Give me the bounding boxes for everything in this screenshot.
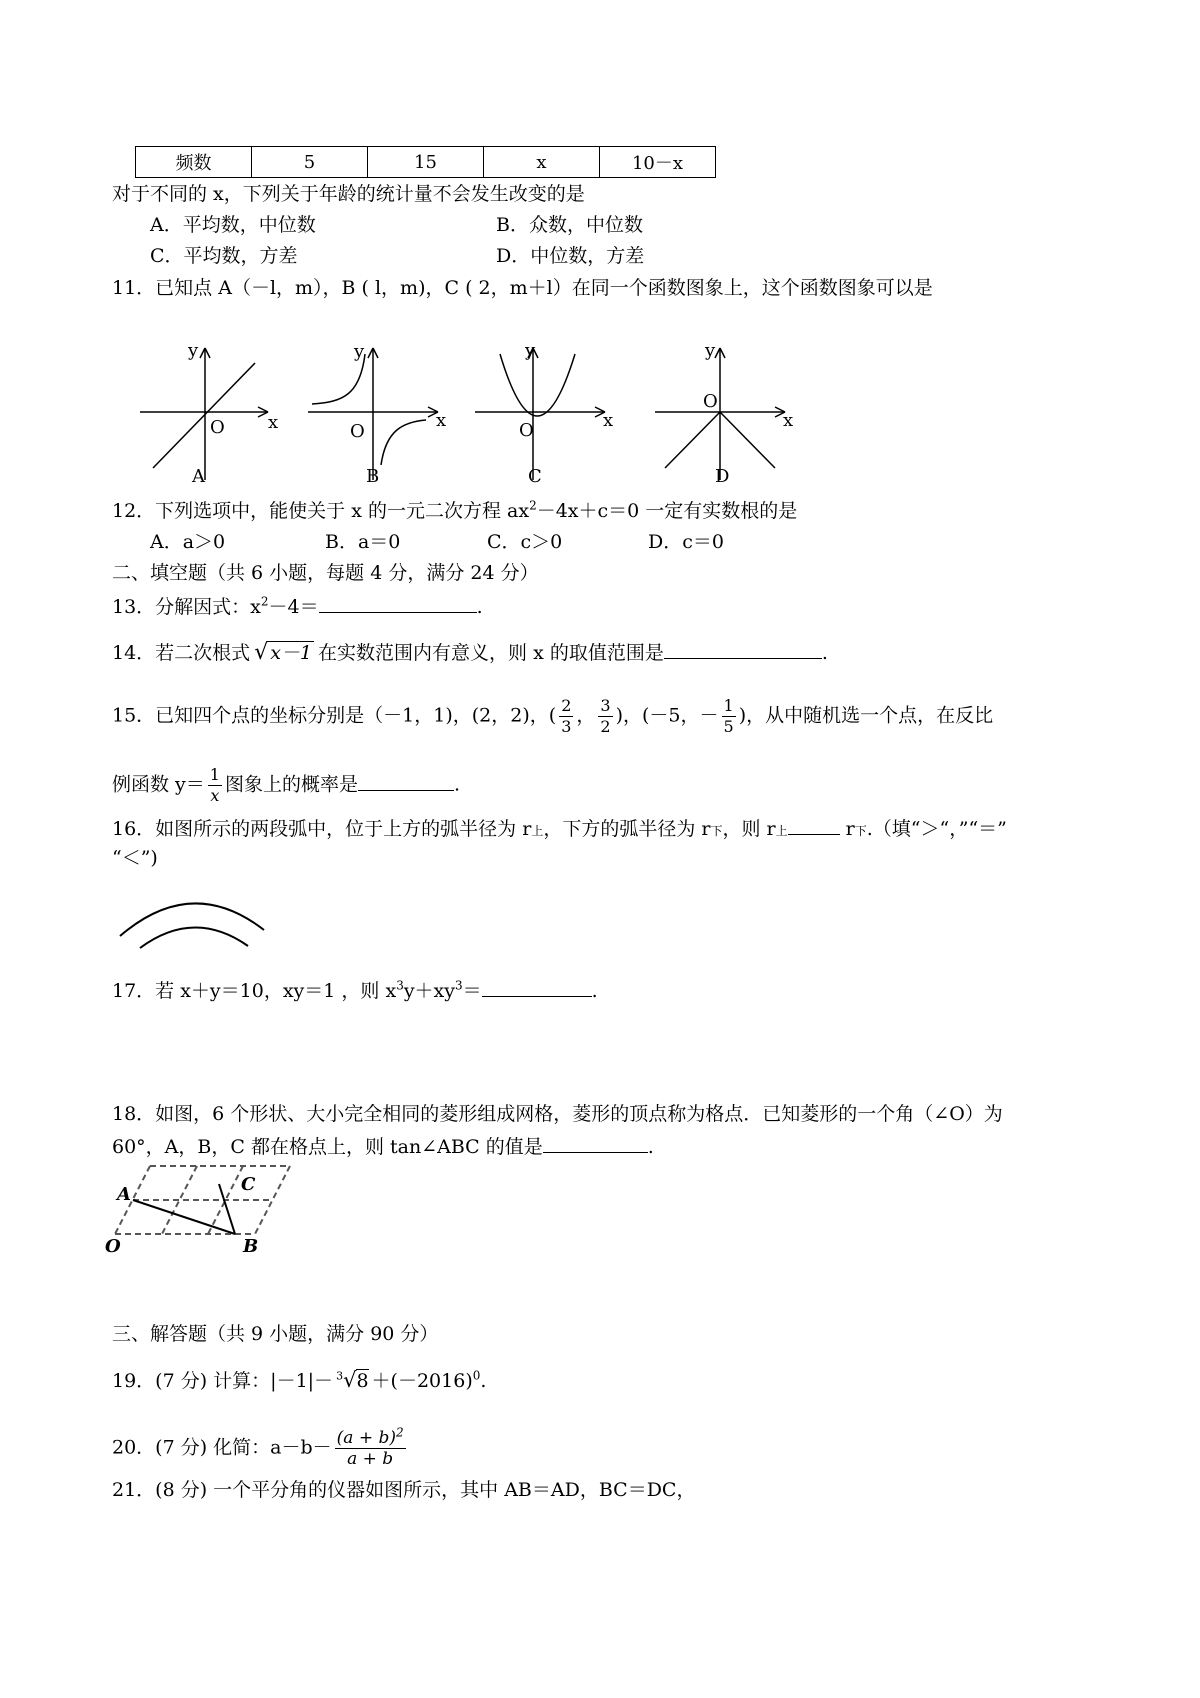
q19-text: 19．(7 分) 计算：|－1|－ [112,1370,334,1392]
denominator: 5 [723,717,734,736]
exponent: 2 [396,1425,404,1440]
answer-blank[interactable] [319,594,477,613]
q15-text: 15．已知四个点的坐标分别是（－1，1)，(2，2)，( [112,704,557,727]
fraction [335,1425,406,1469]
q18-text: 60°，A，B，C 都在格点上，则 tan∠ABC 的值是 [112,1136,543,1158]
q12-stem [112,499,797,523]
two-arcs-figure [112,888,272,968]
q12-option-d: D．c＝0 [648,531,724,553]
origin-label: O [350,421,365,442]
origin-label: O [519,420,534,441]
section-2-heading: 二、填空题（共 6 小题，每题 4 分，满分 24 分） [112,562,539,584]
denominator: 2 [600,717,611,736]
answer-blank[interactable] [788,816,840,835]
q15-line-1 [112,696,993,737]
q14-period: . [821,642,828,664]
radicand: x－1 [270,642,313,664]
q18-line-2 [112,1134,654,1159]
comma: ， [576,704,596,727]
x-axis-label: x [603,410,614,431]
x-axis-label: x [436,410,447,431]
q19 [112,1368,486,1393]
subscript: 下 [710,824,723,838]
graph-a-figure [140,340,285,485]
q13 [112,594,483,619]
denominator: a + b [347,1449,394,1469]
exponent: 2 [529,498,537,513]
q19-text: ＋(－2016) [371,1370,473,1392]
q16-text: ，则 r [722,818,776,840]
q13-period: . [476,596,483,618]
q17-text: 17．若 x＋y＝10，xy＝1 ，则 x [112,980,397,1002]
section-3-heading: 三、解答题（共 9 小题，满分 90 分） [112,1323,439,1345]
answer-blank[interactable] [358,772,454,791]
q16-text: ，下方的弧半径为 r [543,818,711,840]
exponent: 2 [260,594,269,609]
q16-text: r [845,818,855,840]
fraction [722,696,736,737]
answer-blank[interactable] [482,978,592,997]
numerator: 2 [561,696,572,715]
q17-text: y＋xy [403,980,456,1002]
table-row [136,147,716,178]
q15-text: 图象上的概率是 [224,773,358,796]
answer-blank[interactable] [543,1134,648,1153]
y-axis-label: y [705,340,716,361]
q17-period: . [591,980,598,1002]
fraction [559,696,573,737]
numerator [335,1425,406,1449]
q13-text: 13．分解因式：x [112,596,261,618]
exponent: 0 [472,1368,481,1383]
radicand: 8 [356,1370,369,1392]
table-cell: 频数 [136,147,252,178]
origin-label: O [703,391,718,412]
q10-option-d: D．中位数，方差 [496,245,645,267]
graph-c-figure [475,340,620,485]
table-cell: 15 [368,147,484,178]
y-axis-label: y [188,340,199,361]
square-root: √ x－1 [254,640,313,665]
y-axis-label: y [354,341,365,362]
q16-text: .（填“＞“，”“＝” [866,818,1007,840]
rhombus-grid-figure [105,1158,295,1258]
numerator: 1 [209,765,220,784]
q10-stem: 对于不同的 x，下列关于年龄的统计量不会发生改变的是 [112,183,585,205]
numerator: 1 [723,696,734,715]
y-axis-label: y [525,340,536,361]
choice-label-a: A [192,466,205,485]
point-label-o: O [105,1236,121,1257]
q13-text: －4＝ [268,596,319,618]
q17-text: ＝ [462,980,482,1002]
x-axis-label: x [268,412,279,433]
frequency-table [135,146,716,178]
choice-label-d: D [715,466,730,485]
q12-option-b: B．a＝0 [325,531,401,553]
q21: 21．(8 分) 一个平分角的仪器如图所示，其中 AB＝AD，BC＝DC， [112,1479,696,1501]
q15-text: 例函数 y＝ [112,773,205,796]
denominator: 3 [561,717,572,736]
q10-option-a: A．平均数，中位数 [150,214,316,236]
q18-line-1: 18．如图，6 个形状、大小完全相同的菱形组成网格，菱形的顶点称为格点．已知菱形的一个角（∠O）为 [112,1103,1003,1125]
table-cell: 10－x [600,147,716,178]
exponent: 3 [455,978,463,993]
point-label-c: C [241,1174,256,1195]
table-cell: 5 [252,147,368,178]
q20 [112,1425,409,1469]
graph-b-figure [308,340,453,485]
q10-option-b: B．众数，中位数 [496,214,643,236]
subscript: 上 [775,824,788,838]
cube-root: $^3$√8 [336,1368,369,1392]
numerator-text: (a + b) [336,1428,397,1448]
point-label-a: A [117,1184,131,1205]
q12-stem-text: －4x＋c＝0 一定有实数根的是 [536,500,798,522]
table-cell: x [484,147,600,178]
subscript: 上 [531,824,544,838]
q20-text: 20．(7 分) 化简：a－b－ [112,1436,332,1459]
exponent: 3 [396,978,404,993]
q14 [112,640,828,665]
point-label-b: B [243,1236,259,1257]
q17 [112,978,598,1003]
q10-option-c: C．平均数，方差 [150,245,298,267]
q15-period: . [453,773,461,796]
fraction [208,765,222,806]
q18-period: . [647,1136,654,1158]
q14-text: 在实数范围内有意义，则 x 的取值范围是 [318,642,664,664]
q11-stem: 11．已知点 A（－l，m），B ( l，m)，C ( 2，m＋l）在同一个函数图象上，这个函数图象可以是 [112,277,933,299]
numerator: 3 [600,696,611,715]
subscript: 下 [854,824,867,838]
q16-line-1 [112,816,1007,843]
origin-label: O [210,417,225,438]
choice-label-b: B [366,466,380,485]
fraction [598,696,612,737]
denominator: x [210,786,220,805]
q12-option-c: C．c＞0 [487,531,563,553]
q16-line-2: “＜”) [112,847,158,869]
q15-line-2 [112,765,460,806]
q16-text: 16．如图所示的两段弧中，位于上方的弧半径为 r [112,818,532,840]
q14-text: 14．若二次根式 [112,642,251,664]
q19-period: . [480,1370,487,1392]
x-axis-label: x [783,410,794,431]
root-index: 3 [336,1369,344,1383]
answer-blank[interactable] [664,640,822,659]
graph-d-figure [655,340,800,485]
q12-option-a: A．a＞0 [150,531,226,553]
q15-text: )，从中随机选一个点，在反比 [738,704,994,727]
q12-stem-text: 12．下列选项中，能使关于 x 的一元二次方程 ax [112,500,530,522]
choice-label-c: C [528,466,542,485]
q15-text: )，(－5，－ [615,704,719,727]
